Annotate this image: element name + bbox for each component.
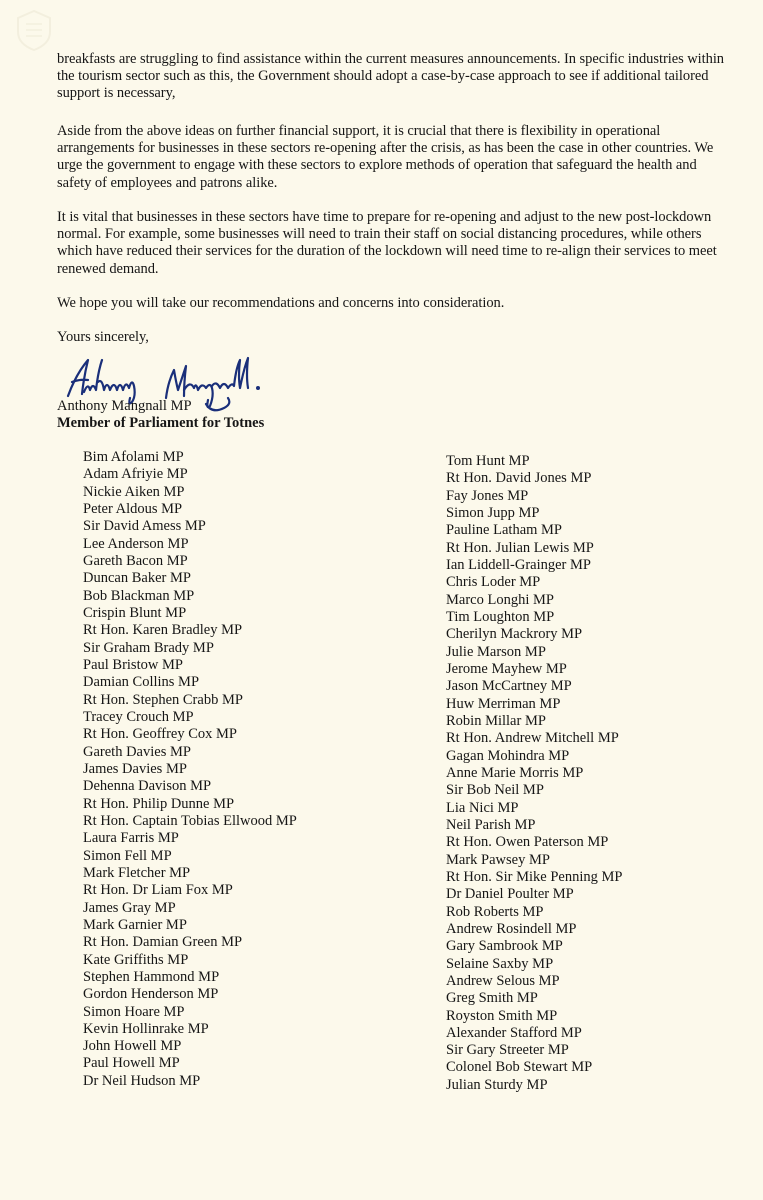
signatory-name: Gareth Bacon MP xyxy=(83,552,188,569)
signatory-name: Rt Hon. Dr Liam Fox MP xyxy=(83,882,233,899)
signatory-name: Alexander Stafford MP xyxy=(446,1024,582,1041)
signatory-name: Cherilyn Mackrory MP xyxy=(446,626,583,643)
signatory-name: Anne Marie Morris MP xyxy=(446,764,584,781)
signatory-name: James Davies MP xyxy=(83,760,187,777)
signatory-name: Greg Smith MP xyxy=(446,990,538,1007)
signatory-name: Royston Smith MP xyxy=(446,1007,558,1024)
signatory-name: Rob Roberts MP xyxy=(446,903,544,920)
signatory-name: Rt Hon. Damian Green MP xyxy=(83,934,243,951)
signatory-name: Rt Hon. Andrew Mitchell MP xyxy=(446,730,619,747)
signatory-name: John Howell MP xyxy=(83,1038,182,1055)
signatory-name: Sir Gary Streeter MP xyxy=(446,1042,569,1059)
signatory-name: Andrew Selous MP xyxy=(446,972,560,989)
signer-name: Anthony Mangnall MP xyxy=(57,398,192,414)
signatories-left-column xyxy=(83,449,297,1090)
signatory-name: Tim Loughton MP xyxy=(446,608,555,625)
signatory-name: Lia Nici MP xyxy=(446,799,519,816)
signatory-name: Simon Hoare MP xyxy=(83,1003,185,1020)
signatory-name: Selaine Saxby MP xyxy=(446,955,554,972)
letter-paragraph-3: It is vital that businesses in these sectors have time to prepare for re-opening and adjust to the new post-lockdown normal. For example, some businesses will need to train their staff on social distancing procedures, while others which have reduced their services for the duration of the lockdown will need time to re-align their services to meet renewed demand. xyxy=(57,209,717,277)
signatory-name: Gagan Mohindra MP xyxy=(446,747,570,764)
signatory-name: Nickie Aiken MP xyxy=(83,483,185,500)
signatory-name: Jason McCartney MP xyxy=(446,678,572,695)
signatory-name: Fay Jones MP xyxy=(446,487,529,504)
signatory-name: Bob Blackman MP xyxy=(83,587,195,604)
signatory-name: Kevin Hollinrake MP xyxy=(83,1020,209,1037)
signatory-name: Chris Loder MP xyxy=(446,574,541,591)
signatory-name: Sir David Amess MP xyxy=(83,518,206,535)
signatory-name: Jerome Mayhew MP xyxy=(446,660,567,677)
signatory-name: Gordon Henderson MP xyxy=(83,986,219,1003)
signatory-name: Gary Sambrook MP xyxy=(446,938,563,955)
closing-salutation: Yours sincerely, xyxy=(57,329,149,345)
signatory-name: Simon Jupp MP xyxy=(446,504,540,521)
signatory-name: Rt Hon. Captain Tobias Ellwood MP xyxy=(83,812,297,829)
signatory-name: Damian Collins MP xyxy=(83,674,200,691)
signatory-name: Huw Merriman MP xyxy=(446,695,561,712)
crest-watermark-icon xyxy=(14,8,54,52)
signatory-name: Adam Afriyie MP xyxy=(83,466,188,483)
signatory-name: Duncan Baker MP xyxy=(83,570,191,587)
signatory-name: Mark Pawsey MP xyxy=(446,851,550,868)
signatory-name: Simon Fell MP xyxy=(83,847,172,864)
signatory-name: Rt Hon. Geoffrey Cox MP xyxy=(83,726,237,743)
signatory-name: Bim Afolami MP xyxy=(83,449,184,465)
signatory-name: Paul Bristow MP xyxy=(83,656,183,673)
signatory-name: Pauline Latham MP xyxy=(446,522,562,539)
signatory-name: Mark Garnier MP xyxy=(83,916,187,933)
signatories-right-column xyxy=(446,453,622,1094)
signatory-name: Dr Daniel Poulter MP xyxy=(446,886,574,903)
signatory-name: Marco Longhi MP xyxy=(446,591,554,608)
signatory-name: Rt Hon. Karen Bradley MP xyxy=(83,622,243,639)
signatory-name: Mark Fletcher MP xyxy=(83,864,191,881)
signatory-name: James Gray MP xyxy=(83,899,176,916)
signatory-name: Tracey Crouch MP xyxy=(83,708,194,725)
letter-paragraph-1: breakfasts are struggling to find assistance within the current measures announcements. In specific industries within the tourism sector such as this, the Government should adopt a case-by-case approach to see if additional tailored support is necessary, xyxy=(57,51,725,102)
signatory-name: Sir Graham Brady MP xyxy=(83,639,214,656)
signatory-name: Ian Liddell-Grainger MP xyxy=(446,556,591,573)
signer-title: Member of Parliament for Totnes xyxy=(57,415,265,431)
signatory-name: Crispin Blunt MP xyxy=(83,604,187,621)
signatory-name: Rt Hon. Sir Mike Penning MP xyxy=(446,868,623,885)
signatory-name: Kate Griffiths MP xyxy=(83,951,189,968)
signatory-name: Robin Millar MP xyxy=(446,712,546,729)
signatory-name: Rt Hon. Owen Paterson MP xyxy=(446,834,609,851)
letter-paragraph-2: Aside from the above ideas on further financial support, it is crucial that there is flexibility in operational arrangements for businesses in these sectors re-opening after the crisis, as has been the case in other countries. We urge the government to engage with these sectors to explore methods of operation that safeguard the health and safety of employees and patrons alike. xyxy=(57,123,714,191)
signatory-name: Rt Hon. Julian Lewis MP xyxy=(446,539,594,556)
signatory-name: Rt Hon. Philip Dunne MP xyxy=(83,795,235,812)
letter-paragraph-4: We hope you will take our recommendations and concerns into consideration. xyxy=(57,295,505,311)
signatory-name: Stephen Hammond MP xyxy=(83,968,220,985)
signatory-name: Rt Hon. David Jones MP xyxy=(446,470,592,487)
signatory-name: Peter Aldous MP xyxy=(83,500,183,517)
signatory-name: Andrew Rosindell MP xyxy=(446,920,577,937)
signatory-name: Julian Sturdy MP xyxy=(446,1076,548,1093)
signatory-name: Dehenna Davison MP xyxy=(83,778,212,795)
signatory-name: Rt Hon. Stephen Crabb MP xyxy=(83,691,243,708)
signatory-name: Dr Neil Hudson MP xyxy=(83,1072,201,1089)
signatory-name: Paul Howell MP xyxy=(83,1055,180,1072)
signatory-name: Lee Anderson MP xyxy=(83,535,189,552)
signatory-name: Julie Marson MP xyxy=(446,643,546,660)
signatory-name: Gareth Davies MP xyxy=(83,743,191,760)
signatory-name: Sir Bob Neil MP xyxy=(446,782,544,799)
signatory-name: Tom Hunt MP xyxy=(446,453,530,469)
signatory-name: Laura Farris MP xyxy=(83,830,179,847)
signatory-name: Colonel Bob Stewart MP xyxy=(446,1059,593,1076)
signatory-name: Neil Parish MP xyxy=(446,816,536,833)
